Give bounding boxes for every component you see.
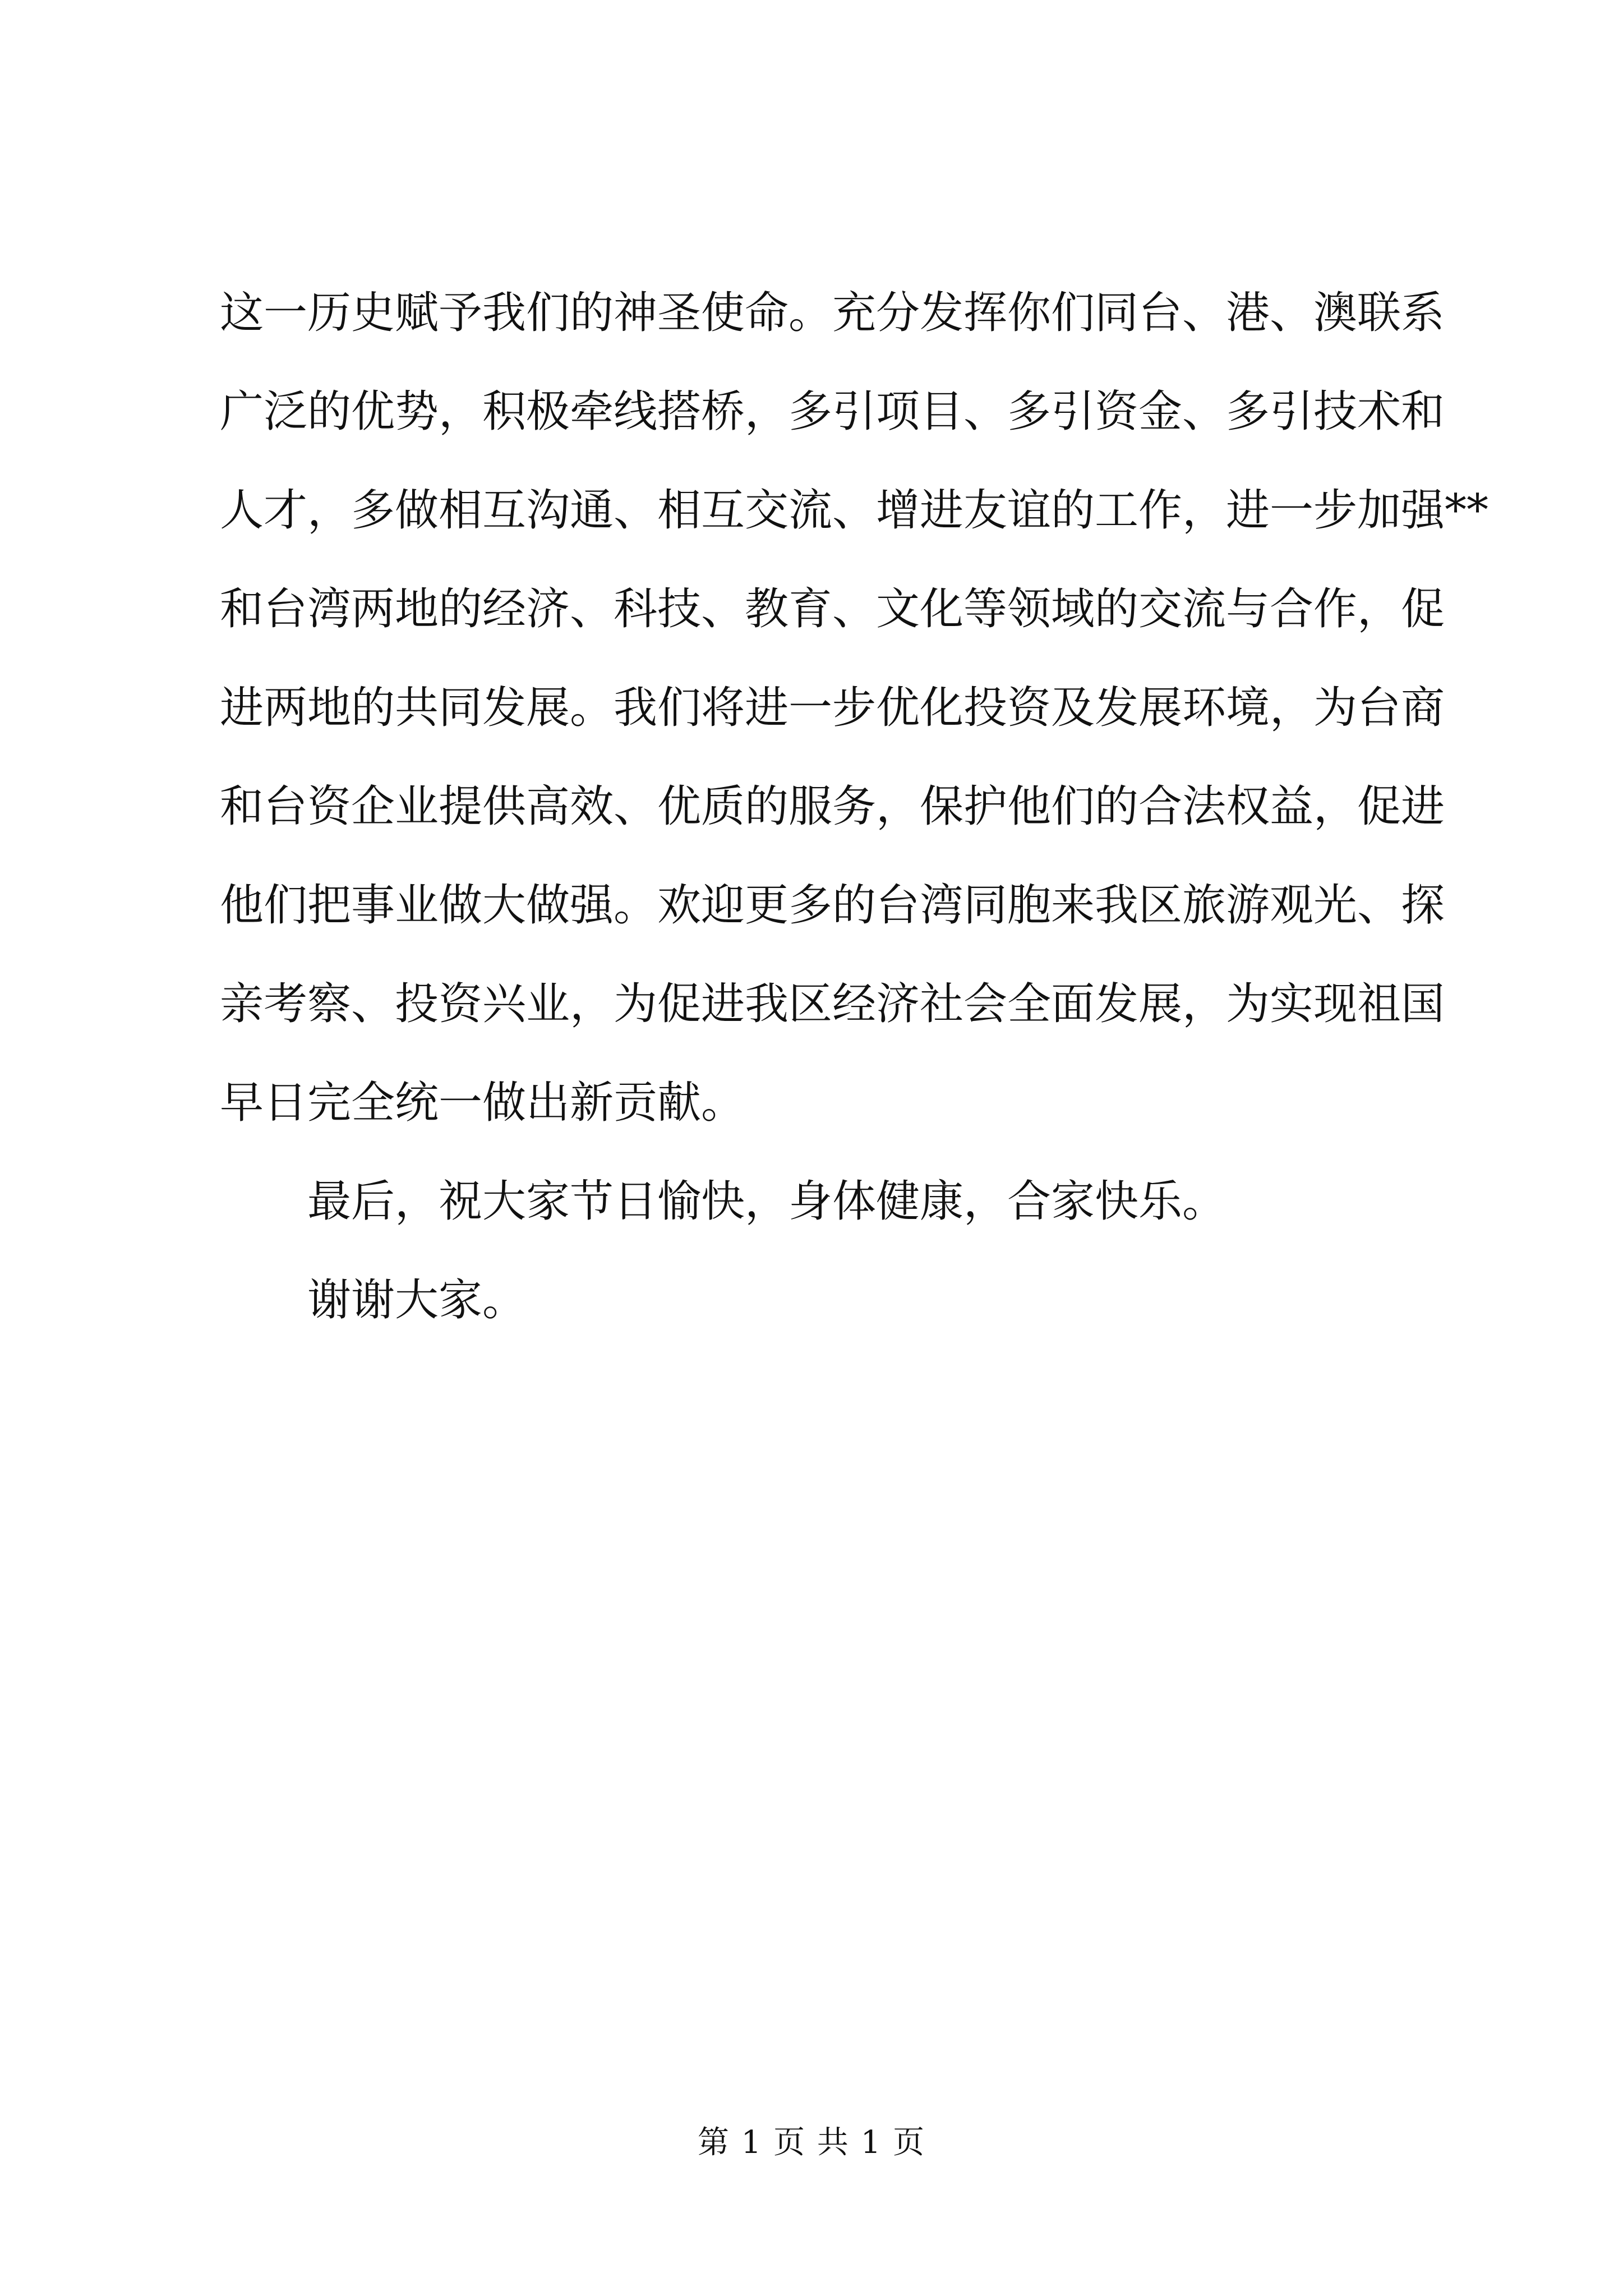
paragraph xyxy=(220,264,1489,1152)
text-line: 最后，祝大家节日愉快，身体健康，合家快乐。 xyxy=(307,1176,1227,1227)
text-line: 他们把事业做大做强。欢迎更多的台湾同胞来我区旅游观光、探 xyxy=(220,880,1445,931)
text-line: 人才，多做相互沟通、相互交流、增进友谊的工作，进一步加强** xyxy=(220,485,1489,536)
text-line: 这一历史赋予我们的神圣使命。充分发挥你们同台、港、澳联系 xyxy=(220,288,1445,338)
text-line: 和台湾两地的经济、科技、教育、文化等领域的交流与合作，促 xyxy=(220,584,1445,634)
text-line: 亲考察、投资兴业，为促进我区经济社会全面发展，为实现祖国 xyxy=(220,979,1445,1029)
text-line: 早日完全统一做出新贡献。 xyxy=(220,1078,745,1128)
text-line: 谢谢大家。 xyxy=(307,1275,527,1326)
document-body xyxy=(220,264,1489,1350)
page-footer xyxy=(0,2120,1623,2165)
text-line: 和台资企业提供高效、优质的服务，保护他们的合法权益，促进 xyxy=(220,781,1445,832)
paragraph-thanks xyxy=(220,1251,1431,1350)
text-line: 广泛的优势，积极牵线搭桥，多引项目、多引资金、多引技术和 xyxy=(220,386,1445,437)
paragraph-closing-wish xyxy=(220,1152,1431,1251)
text-line: 进两地的共同发展。我们将进一步优化投资及发展环境，为台商 xyxy=(220,683,1445,733)
page-number-label: 第 1 页 共 1 页 xyxy=(697,2124,926,2161)
